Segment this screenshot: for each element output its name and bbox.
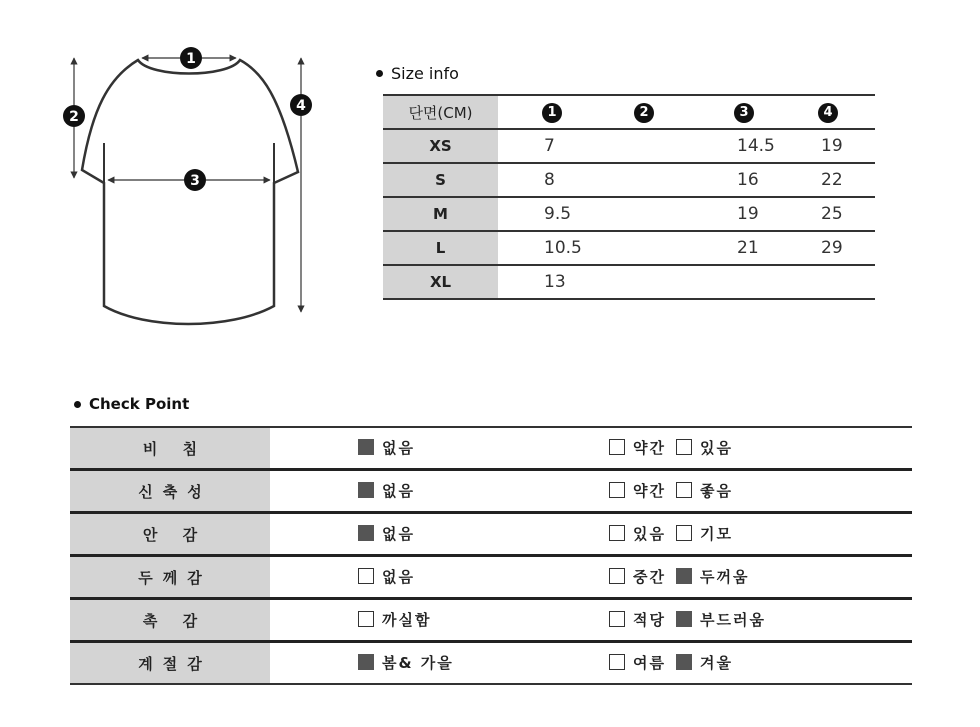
check-option-label: 여름 bbox=[633, 653, 666, 672]
unchecked-box-icon[interactable] bbox=[609, 525, 625, 541]
unchecked-box-icon[interactable] bbox=[609, 654, 625, 670]
check-option[interactable] bbox=[609, 437, 666, 458]
checked-box-icon[interactable] bbox=[676, 568, 692, 584]
marker-1-icon bbox=[180, 47, 202, 69]
check-option-label: 없음 bbox=[382, 524, 415, 543]
table-row bbox=[70, 470, 912, 513]
table-cell: 7 bbox=[498, 129, 594, 163]
table-cell: 13 bbox=[498, 265, 594, 299]
table-row bbox=[70, 556, 912, 599]
table-cell: 29 bbox=[784, 231, 875, 265]
column-header-3: 3 bbox=[690, 95, 784, 129]
check-option-label: 까실함 bbox=[382, 610, 432, 629]
check-label: 신축성 bbox=[70, 470, 270, 513]
table-row bbox=[383, 197, 875, 231]
check-option[interactable] bbox=[676, 480, 733, 501]
svg-text:2: 2 bbox=[69, 109, 79, 125]
checked-box-icon[interactable] bbox=[676, 654, 692, 670]
unchecked-box-icon[interactable] bbox=[609, 482, 625, 498]
check-option-label: 적당 bbox=[633, 610, 666, 629]
table-cell: 14.5 bbox=[690, 129, 784, 163]
table-row bbox=[70, 427, 912, 470]
size-header-label: 단면(CM) bbox=[383, 95, 498, 129]
checked-box-icon[interactable] bbox=[676, 611, 692, 627]
table-cell: 22 bbox=[784, 163, 875, 197]
check-option-label: 있음 bbox=[633, 524, 666, 543]
unchecked-box-icon[interactable] bbox=[676, 439, 692, 455]
table-row bbox=[383, 163, 875, 197]
check-option[interactable] bbox=[676, 609, 766, 630]
size-label: L bbox=[383, 231, 498, 265]
table-cell bbox=[594, 231, 690, 265]
table-cell: 8 bbox=[498, 163, 594, 197]
marker-2-icon bbox=[63, 105, 85, 127]
marker-3-icon bbox=[184, 169, 206, 191]
check-option[interactable] bbox=[609, 609, 666, 630]
check-point-title bbox=[74, 395, 189, 413]
check-option-cell bbox=[270, 642, 496, 685]
check-option[interactable] bbox=[609, 566, 666, 587]
check-option-label: 중간 bbox=[633, 567, 666, 586]
check-option-cell bbox=[676, 427, 912, 470]
unchecked-box-icon[interactable] bbox=[358, 568, 374, 584]
tshirt-measurement-diagram bbox=[0, 0, 360, 340]
check-option-cell bbox=[270, 513, 496, 556]
size-label: S bbox=[383, 163, 498, 197]
check-option[interactable] bbox=[358, 437, 415, 458]
size-label: M bbox=[383, 197, 498, 231]
bullet-icon bbox=[376, 70, 383, 77]
check-option-cell bbox=[270, 470, 496, 513]
unchecked-box-icon[interactable] bbox=[676, 525, 692, 541]
check-point-title-text: Check Point bbox=[89, 395, 190, 413]
unchecked-box-icon[interactable] bbox=[676, 482, 692, 498]
check-option[interactable] bbox=[358, 609, 431, 630]
table-cell bbox=[594, 197, 690, 231]
check-option[interactable] bbox=[358, 523, 415, 544]
check-option-cell bbox=[270, 599, 496, 642]
table-cell: 10.5 bbox=[498, 231, 594, 265]
check-option-cell bbox=[496, 642, 676, 685]
table-cell bbox=[784, 265, 875, 299]
check-option-cell bbox=[270, 556, 496, 599]
check-label: 두께감 bbox=[70, 556, 270, 599]
check-option-cell bbox=[496, 556, 676, 599]
svg-text:4: 4 bbox=[296, 98, 306, 114]
check-option-label: 있음 bbox=[700, 438, 733, 457]
check-option-label: 좋음 bbox=[700, 481, 733, 500]
marker-4-icon bbox=[290, 94, 312, 116]
table-cell: 9.5 bbox=[498, 197, 594, 231]
size-table bbox=[383, 94, 875, 300]
check-point-table bbox=[70, 426, 912, 685]
check-option-cell bbox=[676, 642, 912, 685]
table-cell bbox=[594, 265, 690, 299]
checked-box-icon[interactable] bbox=[358, 654, 374, 670]
check-label: 촉 감 bbox=[70, 599, 270, 642]
check-option[interactable] bbox=[358, 480, 415, 501]
table-row bbox=[383, 265, 875, 299]
table-cell: 19 bbox=[784, 129, 875, 163]
unchecked-box-icon[interactable] bbox=[609, 439, 625, 455]
check-option-label: 없음 bbox=[382, 438, 415, 457]
check-option-label: 없음 bbox=[382, 567, 415, 586]
checked-box-icon[interactable] bbox=[358, 439, 374, 455]
check-option[interactable] bbox=[358, 566, 415, 587]
table-row bbox=[70, 599, 912, 642]
size-label: XS bbox=[383, 129, 498, 163]
check-option[interactable] bbox=[609, 480, 666, 501]
checked-box-icon[interactable] bbox=[358, 482, 374, 498]
check-option-cell bbox=[496, 513, 676, 556]
bullet-icon bbox=[74, 401, 81, 408]
size-info-title-text: Size info bbox=[391, 64, 459, 83]
table-cell: 19 bbox=[690, 197, 784, 231]
check-option-label: 겨울 bbox=[700, 653, 733, 672]
check-option-cell bbox=[496, 427, 676, 470]
table-row bbox=[383, 129, 875, 163]
size-info-title bbox=[376, 64, 459, 83]
check-option[interactable] bbox=[358, 652, 454, 673]
column-header-4: 4 bbox=[784, 95, 875, 129]
column-header-2: 2 bbox=[594, 95, 690, 129]
check-option-label: 봄& 가을 bbox=[382, 653, 454, 672]
table-row bbox=[383, 231, 875, 265]
table-cell: 25 bbox=[784, 197, 875, 231]
checked-box-icon[interactable] bbox=[358, 525, 374, 541]
check-label: 계절감 bbox=[70, 642, 270, 685]
unchecked-box-icon[interactable] bbox=[609, 611, 625, 627]
check-option-label: 부드러움 bbox=[700, 610, 766, 629]
table-cell bbox=[594, 163, 690, 197]
check-option[interactable] bbox=[676, 652, 733, 673]
check-label: 비 침 bbox=[70, 427, 270, 470]
unchecked-box-icon[interactable] bbox=[609, 568, 625, 584]
unchecked-box-icon[interactable] bbox=[358, 611, 374, 627]
check-option[interactable] bbox=[676, 437, 733, 458]
check-option-cell bbox=[676, 513, 912, 556]
table-cell: 16 bbox=[690, 163, 784, 197]
table-row bbox=[70, 642, 912, 685]
check-option[interactable] bbox=[609, 652, 666, 673]
check-label: 안 감 bbox=[70, 513, 270, 556]
size-label: XL bbox=[383, 265, 498, 299]
tshirt-outline bbox=[82, 60, 298, 324]
svg-text:3: 3 bbox=[190, 173, 200, 189]
table-cell: 21 bbox=[690, 231, 784, 265]
check-option-label: 약간 bbox=[633, 481, 666, 500]
check-option-label: 약간 bbox=[633, 438, 666, 457]
check-option-label: 기모 bbox=[700, 524, 733, 543]
check-option[interactable] bbox=[676, 566, 749, 587]
check-option-cell bbox=[270, 427, 496, 470]
svg-text:1: 1 bbox=[186, 51, 196, 67]
table-cell bbox=[594, 129, 690, 163]
check-option-cell bbox=[676, 599, 912, 642]
table-cell bbox=[690, 265, 784, 299]
check-option-cell bbox=[496, 470, 676, 513]
size-table-header bbox=[383, 95, 875, 129]
check-option[interactable] bbox=[609, 523, 666, 544]
table-row bbox=[70, 513, 912, 556]
check-option[interactable] bbox=[676, 523, 733, 544]
check-option-label: 두꺼움 bbox=[700, 567, 750, 586]
check-option-cell bbox=[676, 470, 912, 513]
check-option-cell bbox=[676, 556, 912, 599]
column-header-1: 1 bbox=[498, 95, 594, 129]
check-option-cell bbox=[496, 599, 676, 642]
check-option-label: 없음 bbox=[382, 481, 415, 500]
